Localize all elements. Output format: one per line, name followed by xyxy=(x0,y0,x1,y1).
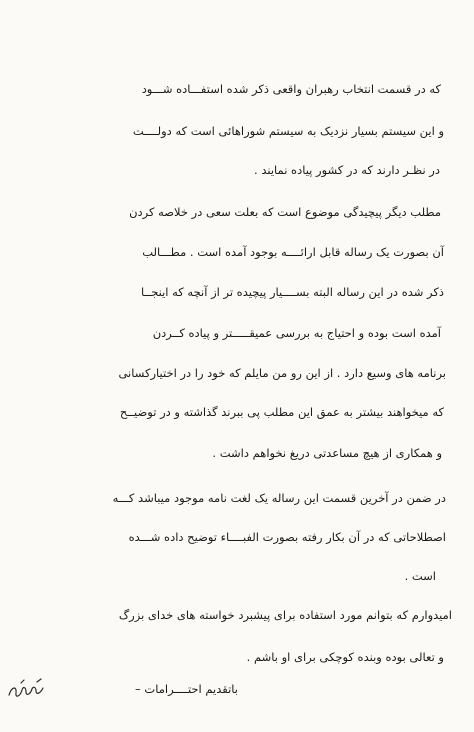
text-line: در ضمن در آخرین قسمت این رساله یک لغت نامه موجود میباشد کـــه xyxy=(112,491,446,505)
text-line: است . xyxy=(404,569,436,583)
text-line: و همکاری از هیچ مساعدتی دریغ نخواهم داشت . xyxy=(212,446,442,460)
text-line: ذکر شده در این رساله البته بســــیار پیچیده تر از آنچه که اینجــا xyxy=(140,285,444,299)
text-line: مطلب دیگر پیچیدگی موضوع است که بعلت سعی در خلاصه کردن xyxy=(129,205,441,219)
text-line: باتقدیم احتــــرامات – xyxy=(135,682,238,696)
text-line: اصطلاحاتی که در آن بکار رفته بصورت الفبــــاء توضیح داده شـــده xyxy=(128,530,446,544)
text-line: آن بصورت یک رساله قابل ارائــــه بوجود آمده است . مطـــالب xyxy=(142,245,444,259)
signature xyxy=(6,676,50,702)
text-line: برنامه های وسیع دارد . از این رو من مایلم که خود را در اختیارکسانی xyxy=(118,366,446,380)
text-line: که میخواهند بیشتر به عمق این مطلب پی ببرند گذاشته و در توضیــح xyxy=(119,405,444,419)
text-line: که در قسمت انتخاب رهبران واقعی ذکر شده استفـــاده شـــود xyxy=(141,82,441,96)
text-line: و این سیستم بسیار نزدیک به سیستم شوراهائی است که دولــــت xyxy=(132,124,444,138)
text-line: آمده است بوده و احتیاج به بررسی عمیقـــــتر و پیاده کــردن xyxy=(152,326,441,340)
text-line: امیدوارم که بتوانم مورد استفاده برای پیشبرد خواسته های خدای بزرگ xyxy=(118,608,452,622)
text-line: در نظـر دارند که در کشور پیاده نمایند . xyxy=(254,163,440,177)
text-line: و تعالی بوده وبنده کوچکی برای او باشم . xyxy=(246,650,444,664)
